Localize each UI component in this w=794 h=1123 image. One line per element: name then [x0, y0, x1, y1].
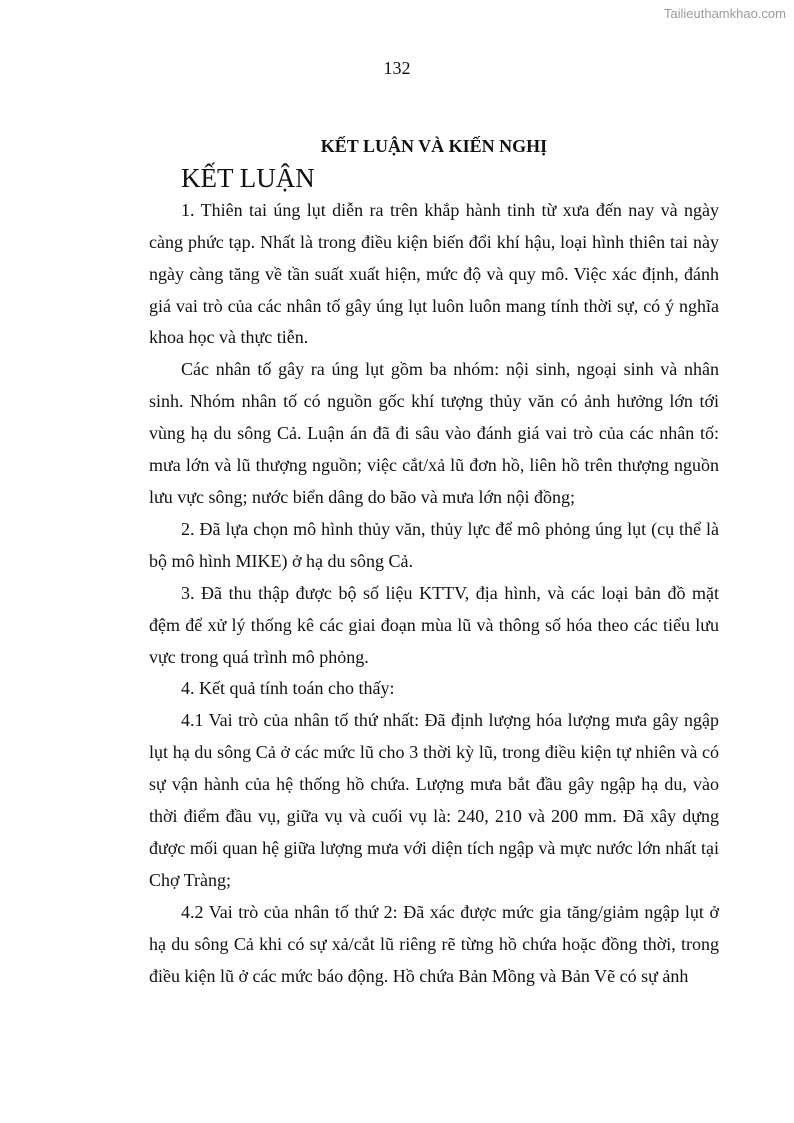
paragraph: 4.2 Vai trò của nhân tố thứ 2: Đã xác được mức gia tăng/giảm ngập lụt ở hạ du sông Cả khi có sự xả/cắt lũ riêng rẽ từng hồ chứa hoặc đồng thời, trong điều kiện lũ ở các mức báo động. Hồ chứa Bản Mồng và Bản Vẽ có sự ảnh	[149, 901, 719, 986]
page-number: 132	[383, 58, 411, 78]
paragraph: 2. Đã lựa chọn mô hình thủy văn, thủy lực để mô phỏng úng lụt (cụ thể là bộ mô hình MIKE) ở hạ du sông Cả.	[149, 518, 719, 571]
paragraph: 4. Kết quả tính toán cho thấy:	[181, 678, 395, 699]
watermark: Tailieuthamkhao.com	[663, 6, 786, 21]
paragraph: 3. Đã thu thập được bộ số liệu KTTV, địa hình, và các loại bản đồ mặt đệm để xử lý thống kê các giai đoạn mùa lũ và thông số hóa theo các tiểu lưu vực trong quá trình mô phỏng.	[149, 582, 719, 667]
document-body	[149, 131, 719, 992]
paragraph: Các nhân tố gây ra úng lụt gồm ba nhóm: nội sinh, ngoại sinh và nhân sinh. Nhóm nhân tố có nguồn gốc khí tượng thủy văn có ảnh hưởng lớn tới vùng hạ du sông Cả. Luận án đã đi sâu vào đánh giá vai trò của các nhân tố: mưa lớn và lũ thượng nguồn; việc cắt/xả lũ đơn hồ, liên hồ trên thượng nguồn lưu vực sông; nước biển dâng do bão và mưa lớn nội đồng;	[149, 359, 719, 507]
section-heading: KẾT LUẬN	[181, 162, 315, 193]
paragraph: 4.1 Vai trò của nhân tố thứ nhất: Đã định lượng hóa lượng mưa gây ngập lụt hạ du sông Cả ở các mức lũ cho 3 thời kỳ lũ, trong điều kiện tự nhiên và có sự vận hành của hệ thống hồ chứa. Lượng mưa bắt đầu gây ngập hạ du, vào thời điểm đầu vụ, giữa vụ và cuối vụ là: 240, 210 và 200 mm. Đã xây dựng được mối quan hệ giữa lượng mưa với diện tích ngập và mực nước lớn nhất tại Chợ Tràng;	[149, 710, 719, 890]
page-title: KẾT LUẬN VÀ KIẾN NGHỊ	[320, 136, 548, 156]
paragraph: 1. Thiên tai úng lụt diễn ra trên khắp hành tinh từ xưa đến nay và ngày càng phức tạp. Nhất là trong điều kiện biến đổi khí hậu, loại hình thiên tai này ngày càng tăng về tần suất xuất hiện, mức độ và quy mô. Việc xác định, đánh giá vai trò của các nhân tố gây úng lụt luôn luôn mang tính thời sự, có ý nghĩa khoa học và thực tiễn.	[149, 199, 719, 348]
